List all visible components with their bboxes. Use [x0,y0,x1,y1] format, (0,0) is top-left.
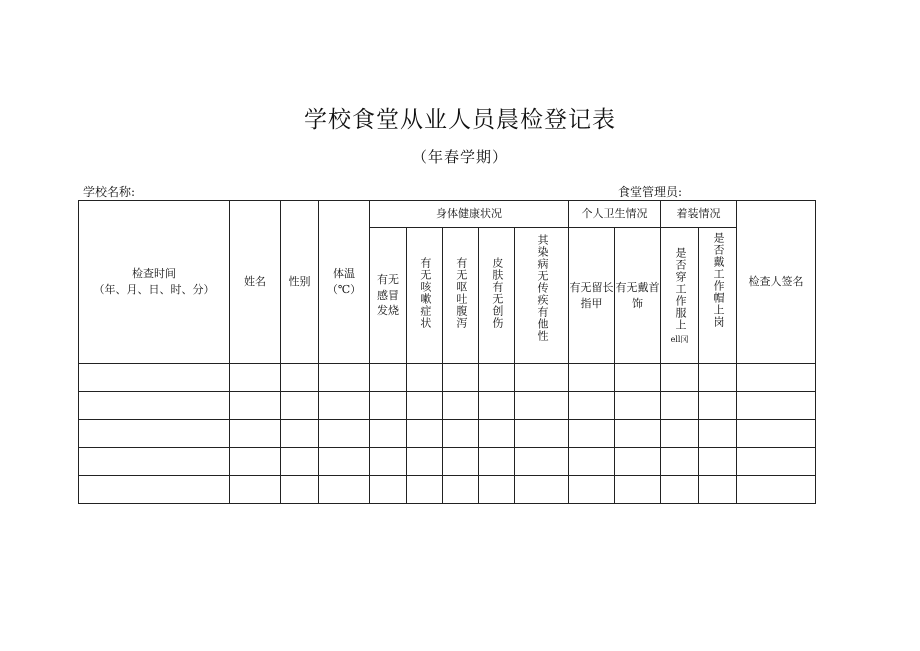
table-cell[interactable] [515,364,569,392]
table-cell[interactable] [615,392,661,420]
table-cell[interactable] [407,364,443,392]
table-cell[interactable] [443,448,479,476]
table-cell[interactable] [699,392,737,420]
school-name-label: 学校名称: [83,185,136,199]
table-cell[interactable] [319,420,370,448]
table-row [79,420,816,448]
header-health-infectious-cell [515,228,569,364]
header-health-vomit-cell [443,228,479,364]
table-cell[interactable] [661,392,699,420]
header-attire-group: 着装情况 [661,201,737,228]
table-cell[interactable] [479,420,515,448]
canteen-manager-label: 食堂管理员: [618,185,683,199]
table-cell[interactable] [699,420,737,448]
table-cell[interactable] [443,476,479,504]
table-cell[interactable] [79,420,230,448]
table-cell[interactable] [661,476,699,504]
table-cell[interactable] [479,392,515,420]
table-cell[interactable] [230,448,281,476]
header-check-time-label: 检查时间 [132,267,176,281]
table-cell[interactable] [737,448,816,476]
header-check-time [79,201,230,364]
table-cell[interactable] [569,420,615,448]
table-cell[interactable] [515,392,569,420]
header-health-fever-cell [370,228,407,364]
header-inspector-signature: 检查人签名 [737,201,816,364]
table-cell[interactable] [699,476,737,504]
table-cell[interactable] [281,364,319,392]
header-health-skin-cell [479,228,515,364]
table-row [79,476,816,504]
table-cell[interactable] [370,420,407,448]
table-cell[interactable] [443,420,479,448]
table-cell[interactable] [737,476,816,504]
header-attire-uniform-tail: ell冈 [670,334,689,344]
table-cell[interactable] [407,392,443,420]
header-attire-hat: 是否戴工作帽上岗 [711,232,725,328]
header-name: 姓名 [230,201,281,364]
table-cell[interactable] [569,392,615,420]
table-cell[interactable] [515,420,569,448]
table-cell[interactable] [319,476,370,504]
table-cell[interactable] [699,364,737,392]
table-cell[interactable] [699,448,737,476]
table-cell[interactable] [737,420,816,448]
form-title: 学校食堂从业人员晨检登记表 [304,107,616,133]
header-hygiene-jewelry-cell [615,228,661,364]
table-cell[interactable] [443,364,479,392]
table-cell[interactable] [515,476,569,504]
table-cell[interactable] [79,476,230,504]
table-cell[interactable] [370,392,407,420]
table-cell[interactable] [479,364,515,392]
table-cell[interactable] [370,476,407,504]
table-cell[interactable] [569,448,615,476]
table-cell[interactable] [230,420,281,448]
table-cell[interactable] [319,364,370,392]
table-cell[interactable] [319,448,370,476]
table-cell[interactable] [443,392,479,420]
table-cell[interactable] [370,448,407,476]
header-attire-uniform-cell [661,228,699,364]
header-health-group: 身体健康状况 [370,201,569,228]
table-cell[interactable] [661,448,699,476]
table-cell[interactable] [281,392,319,420]
table-cell[interactable] [79,364,230,392]
header-temperature [319,201,370,364]
header-health-cough-cell [407,228,443,364]
table-cell[interactable] [615,420,661,448]
header-hygiene-nails-cell [569,228,615,364]
table-row [79,392,816,420]
inspection-table [78,200,816,504]
header-temperature-label: 体温 [333,267,355,281]
header-attire-hat-cell [699,228,737,364]
header-health-vomit: 有无呕吐腹泻 [454,257,468,330]
table-cell[interactable] [515,448,569,476]
table-cell[interactable] [569,364,615,392]
table-cell[interactable] [79,448,230,476]
header-gender: 性别 [281,201,319,364]
header-hygiene-group: 个人卫生情况 [569,201,661,228]
header-temperature-unit: （℃） [326,283,362,296]
table-cell[interactable] [281,476,319,504]
table-cell[interactable] [230,364,281,392]
header-hygiene-nails: 有无留长指甲 [569,280,614,310]
table-cell[interactable] [230,392,281,420]
table-cell[interactable] [737,392,816,420]
table-cell[interactable] [737,364,816,392]
table-cell[interactable] [615,364,661,392]
table-cell[interactable] [479,448,515,476]
table-row [79,364,816,392]
table-cell[interactable] [230,476,281,504]
table-cell[interactable] [661,420,699,448]
table-cell[interactable] [281,420,319,448]
header-health-infectious: 其染病无传疾有他性 [535,234,549,342]
table-row [79,448,816,476]
table-cell[interactable] [407,476,443,504]
table-cell[interactable] [569,476,615,504]
table-cell[interactable] [407,420,443,448]
table-cell[interactable] [661,364,699,392]
form-subtitle: （年春学期） [411,148,508,166]
table-cell[interactable] [319,392,370,420]
table-cell[interactable] [79,392,230,420]
table-cell[interactable] [615,448,661,476]
header-health-fever: 有无感冒发烧 [377,272,399,318]
header-hygiene-jewelry: 有无戴首饰 [615,280,660,310]
table-cell[interactable] [281,448,319,476]
table-cell[interactable] [615,476,661,504]
table-cell[interactable] [370,364,407,392]
header-health-cough: 有无咳嗽症状 [418,257,432,330]
header-attire-uniform: 是否穿工作服上 [673,247,687,332]
table-cell[interactable] [479,476,515,504]
header-health-skin: 皮肤有无创伤 [490,257,504,330]
table-cell[interactable] [407,448,443,476]
header-check-time-detail: （年、月、日、时、分） [93,283,215,296]
